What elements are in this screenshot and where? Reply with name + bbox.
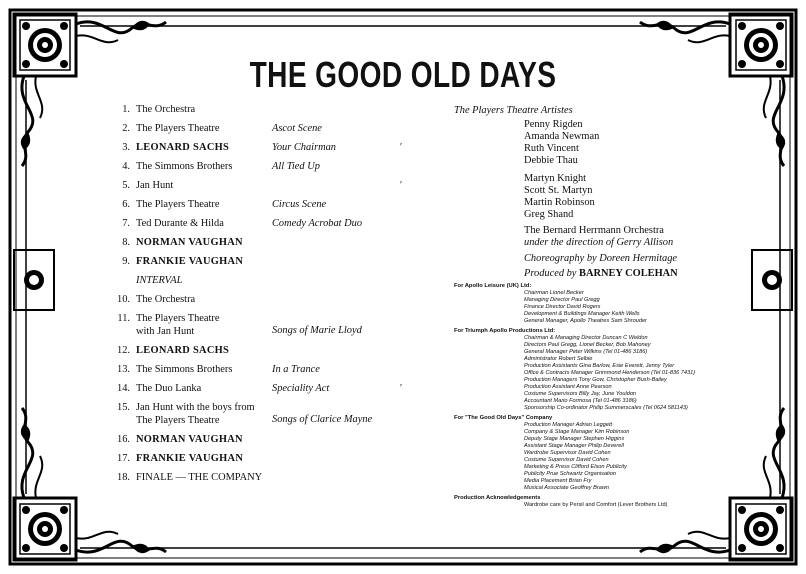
- performer-name: The Simmons Brothers: [136, 364, 233, 375]
- credits-heading: For Apollo Leisure (UK) Ltd:: [454, 283, 532, 289]
- orchestra-director: under the direction of Gerry Allison: [524, 237, 674, 248]
- credits-line: Wardrobe care by Persil and Comfort (Lever Brothers Ltd): [524, 502, 668, 508]
- credits-column: [454, 104, 754, 509]
- item-number: 8.: [122, 237, 130, 248]
- programme-item: [110, 312, 440, 344]
- programme-item: [110, 217, 440, 236]
- item-number: 6.: [122, 199, 130, 210]
- company-credits: [454, 283, 754, 509]
- artist-name: Amanda Newman: [524, 131, 600, 142]
- credits-line: Finance Director David Rogers: [524, 304, 601, 310]
- credits-line: Production Assistants Gina Barlow, Esie Everett, Jenny Tyler: [524, 363, 675, 369]
- credits-line: Production Assistant Anne Pearson: [524, 384, 612, 390]
- tick-mark: ′: [400, 180, 403, 191]
- performer-name: The Players Theatre with Jan Hunt: [136, 313, 220, 337]
- performer-name: NORMAN VAUGHAN: [136, 434, 243, 445]
- act-title: Your Chairman: [272, 142, 337, 153]
- credits-line: Directors Paul Gregg, Lionel Becker, Bob Mahoney: [524, 342, 651, 348]
- tick-mark: ′: [400, 142, 403, 153]
- artistes-heading: The Players Theatre Artistes: [454, 105, 573, 116]
- programme-item: [110, 236, 440, 255]
- item-number: 1.: [122, 104, 130, 115]
- programme-item: [110, 382, 440, 401]
- credits-line: Media Placement Brian Fry: [524, 478, 592, 484]
- programme-item: [110, 179, 440, 198]
- performer-name: FRANKIE VAUGHAN: [136, 256, 244, 267]
- performer-name: The Orchestra: [136, 104, 196, 115]
- performer-name: The Simmons Brothers: [136, 161, 233, 172]
- programme-item: [110, 122, 440, 141]
- item-number: 3.: [122, 142, 130, 153]
- programme-item: [110, 363, 440, 382]
- choreography-credit: Choreography by Doreen Hermitage: [524, 253, 678, 264]
- item-number: 14.: [117, 383, 130, 394]
- item-number: 7.: [122, 218, 130, 229]
- item-number: 13.: [117, 364, 130, 375]
- credits-line: Assistant Stage Manager Philip Deverell: [524, 443, 624, 449]
- act-title: Comedy Acrobat Duo: [272, 218, 363, 229]
- programme-item: [110, 141, 440, 160]
- act-title: Ascot Scene: [272, 123, 322, 134]
- credits-line: Sponsorship Co-ordinator Philip Summerscales (Tel 0624 581143): [524, 405, 688, 411]
- producer-prefix: Produced by: [524, 268, 577, 279]
- performer-name: The Duo Lanka: [136, 383, 202, 394]
- item-number: 18.: [117, 472, 130, 483]
- act-title: Speciality Act: [272, 383, 330, 394]
- artist-name: Debbie Thau: [524, 155, 578, 166]
- credits-heading: For "The Good Old Days" Company: [454, 415, 553, 421]
- programme-item: [110, 471, 440, 490]
- credits-line: Company & Stage Manager Kim Robinson: [524, 429, 630, 435]
- performer-name: FRANKIE VAUGHAN: [136, 453, 244, 464]
- performer-name: The Players Theatre: [136, 199, 220, 210]
- programme-item: [110, 255, 440, 274]
- performer-name: LEONARD SACHS: [136, 142, 230, 153]
- artist-name: Martyn Knight: [524, 173, 587, 184]
- act-title: Circus Scene: [272, 199, 327, 210]
- item-number: 4.: [122, 161, 130, 172]
- performer-name: Jan Hunt with the boys from The Players Theatre: [136, 402, 255, 426]
- artist-list: [524, 173, 754, 221]
- item-number: 17.: [117, 453, 130, 464]
- programme-list: [110, 103, 440, 490]
- interval-label: INTERVAL: [136, 275, 183, 286]
- artist-name: Scott St. Martyn: [524, 185, 593, 196]
- item-number: 11.: [117, 313, 130, 324]
- credits-line: Accountant Mario Formosa (Tel 01-486 3186): [524, 398, 637, 404]
- performer-name: NORMAN VAUGHAN: [136, 237, 243, 248]
- artist-list: [524, 119, 754, 167]
- page-title: THE GOOD OLD DAYS: [249, 54, 557, 95]
- item-number: 12.: [117, 345, 130, 356]
- performer-name: The Players Theatre: [136, 123, 220, 134]
- credits-line: Office & Contracts Manager Grimmond Henderson (Tel 01-836 7431): [524, 370, 696, 376]
- credits-line: Costume Supervisors Billy Jay, June Youldon: [524, 391, 637, 397]
- performer-name: The Orchestra: [136, 294, 196, 305]
- credits-line: Managing Director Paul Gregg: [524, 297, 600, 303]
- orchestra-name: The Bernard Herrmann Orchestra: [524, 225, 664, 236]
- programme-item: [110, 198, 440, 217]
- artist-name: Greg Shand: [524, 209, 574, 220]
- artist-name: Ruth Vincent: [524, 143, 579, 154]
- credits-line: Costume Supervisor David Cohen: [524, 457, 609, 463]
- credits-line: Musical Associate Geoffrey Brawn: [524, 485, 609, 491]
- credits-line: General Manager Peter Wilkins (Tel 01-486 3186): [524, 349, 648, 355]
- performer-name: FINALE — THE COMPANY: [136, 472, 263, 483]
- performer-name: Ted Durante & Hilda: [136, 218, 224, 229]
- programme-item: [110, 344, 440, 363]
- item-number: 16.: [117, 434, 130, 445]
- credits-line: Marketing & Press Clifford Elson Publicity: [524, 464, 627, 470]
- item-number: 10.: [117, 294, 130, 305]
- credits-line: Publicity Prue Schwartz Organisation: [524, 471, 617, 477]
- programme-item: [110, 293, 440, 312]
- item-number: 9.: [122, 256, 130, 267]
- performer-name: Jan Hunt: [136, 180, 174, 191]
- credits-line: Production Manager Adrian Leggett: [524, 422, 613, 428]
- programme-item: [110, 433, 440, 452]
- programme-item: [110, 160, 440, 179]
- act-title: Songs of Clarice Mayne: [272, 414, 373, 425]
- act-title: In a Trance: [272, 364, 320, 375]
- credits-heading: For Triumph Apollo Productions Ltd:: [454, 328, 556, 334]
- performer-name: LEONARD SACHS: [136, 345, 230, 356]
- artist-name: Penny Rigden: [524, 119, 583, 130]
- producer-name: BARNEY COLEHAN: [579, 268, 678, 279]
- credits-line: Production Managers Tony Gow, Christopher Bush-Bailey: [524, 377, 667, 383]
- credits-line: General Manager, Apollo Theatres Sam Shrouder: [524, 318, 647, 324]
- programme-item: [110, 452, 440, 471]
- tick-mark: ′: [400, 383, 403, 394]
- credits-line: Deputy Stage Manager Stephen Higgins: [524, 436, 625, 442]
- credits-line: Chairman & Managing Director Duncan C Weldon: [524, 335, 648, 341]
- credits-line: Administrator Robert Selbie: [524, 356, 593, 362]
- producer-credit: [524, 268, 754, 280]
- credits-line: Wardrobe Supervisor David Cohen: [524, 450, 611, 456]
- item-number: 15.: [117, 402, 130, 413]
- act-title: Songs of Marie Lloyd: [272, 325, 362, 336]
- item-number: 2.: [122, 123, 130, 134]
- credits-line: Development & Buildings Manager Keith Wells: [524, 311, 640, 317]
- item-number: 5.: [122, 180, 130, 191]
- artist-name: Martin Robinson: [524, 197, 595, 208]
- orchestra-credit: [524, 225, 754, 249]
- programme-item: [110, 103, 440, 122]
- act-title: All Tied Up: [272, 161, 320, 172]
- credits-line: Chairman Lionel Becker: [524, 290, 584, 296]
- programme-item: [110, 401, 440, 433]
- credits-heading: Production Acknowledgements: [454, 495, 541, 501]
